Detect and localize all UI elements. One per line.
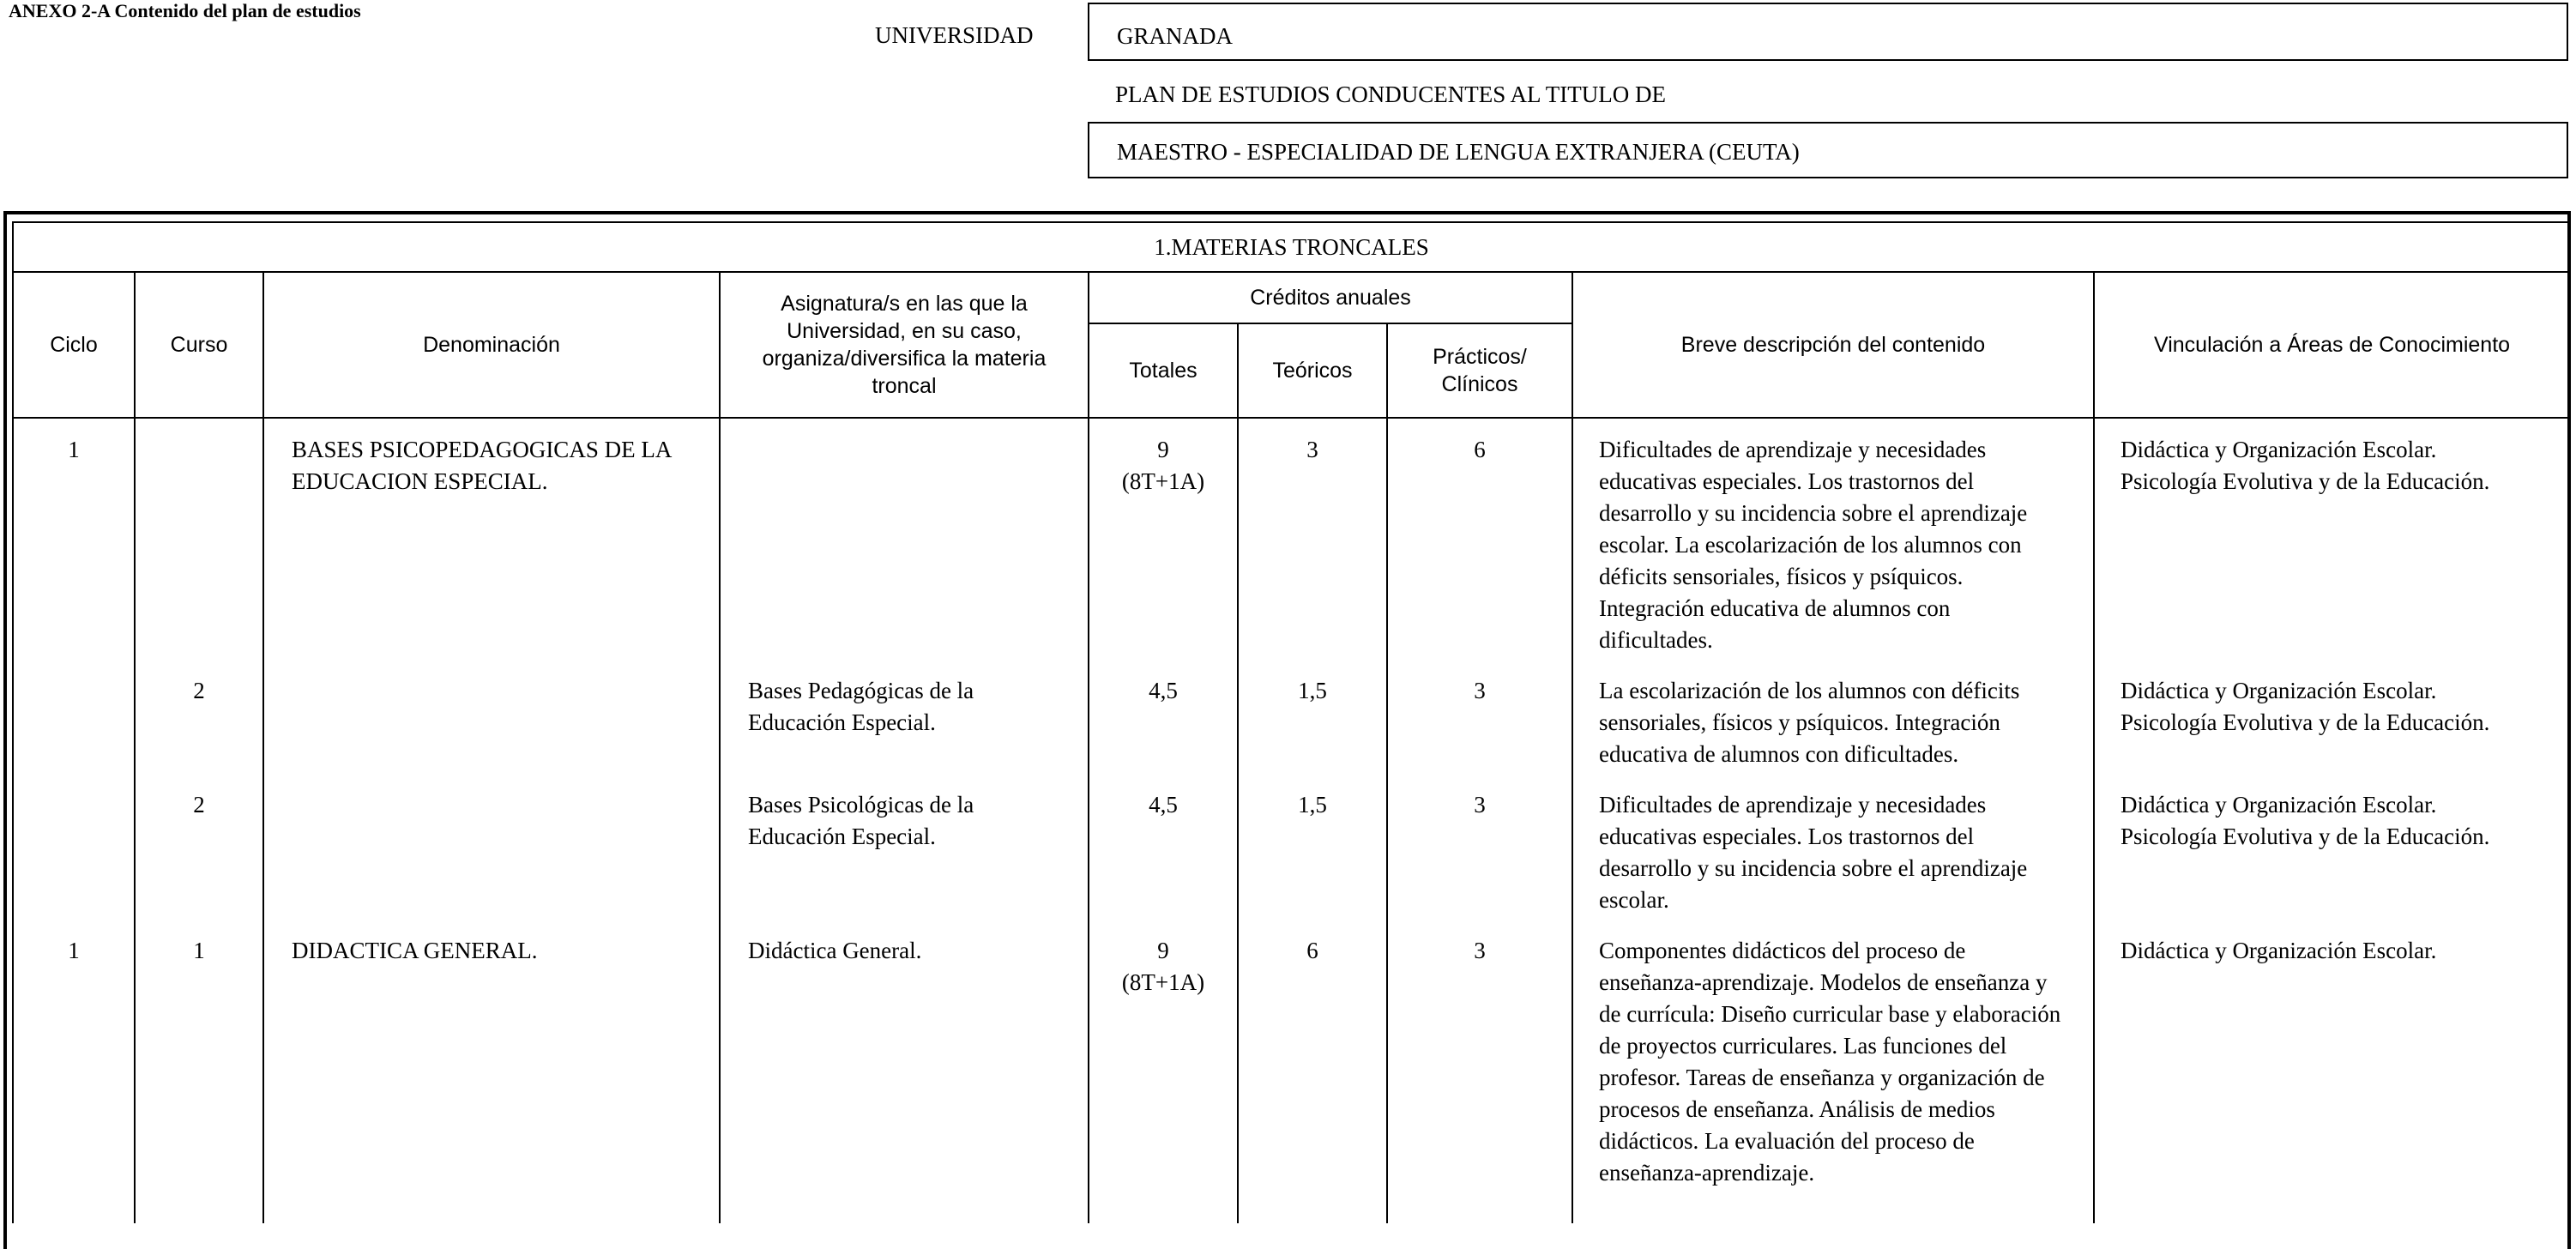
cell-asignatura: Bases Psicológicas de la Educación Especial. [720,774,1089,920]
cell-practicos: 3 [1387,660,1572,774]
header-creditos-anuales: Créditos anuales [1089,272,1572,323]
header-totales: Totales [1089,323,1238,418]
header-ciclo: Ciclo [13,272,135,418]
cell-asignatura: Didáctica General. [720,920,1089,1223]
cell-ciclo: 1 [13,920,135,1223]
area-line-1: Didáctica y Organización Escolar. [2121,792,2437,818]
totales-note: (8T+1A) [1121,969,1205,995]
cell-ciclo: 1 [13,418,135,660]
cell-teoricos: 3 [1238,418,1387,660]
section-title: 1.MATERIAS TRONCALES [13,222,2570,272]
cell-totales [1089,660,1238,774]
table-row [13,774,2570,920]
cell-teoricos: 1,5 [1238,774,1387,920]
cell-teoricos: 1,5 [1238,660,1387,774]
cell-curso: 2 [135,660,263,774]
university-box [1088,3,2568,61]
cell-curso [135,418,263,660]
cell-descripcion: Dificultades de aprendizaje y necesidades educativas especiales. Los trastornos del desarrollo y su incidencia sobre el aprendizaje escolar. La escolarización de los alumnos con déficits sensoriales, físicos y psíquicos. Integración educativa de alumnos con dificultades. [1572,418,2094,660]
header-asignaturas: Asignatura/s en las que la Universidad, en su caso, organiza/diversifica la materia troncal [720,272,1089,418]
cell-asignatura [720,418,1089,660]
header-denominacion: Denominación [263,272,720,418]
cell-denominacion: DIDACTICA GENERAL. [263,920,720,1223]
header-descripcion: Breve descripción del contenido [1572,272,2094,418]
cell-descripcion: Dificultades de aprendizaje y necesidades educativas especiales. Los trastornos del desarrollo y su incidencia sobre el aprendizaje escolar. [1572,774,2094,920]
table-row [13,418,2570,660]
header-vinculacion: Vinculación a Áreas de Conocimiento [2094,272,2570,418]
cell-vinculacion [2094,920,2570,1223]
table-row [13,660,2570,774]
cell-teoricos: 6 [1238,920,1387,1223]
totales-value: 4,5 [1149,678,1178,703]
degree-box [1088,122,2568,178]
header-curso: Curso [135,272,263,418]
cell-asignatura: Bases Pedagógicas de la Educación Especial. [720,660,1089,774]
cell-denominacion [263,660,720,774]
materias-troncales-table [12,221,2571,1223]
area-line-1: Didáctica y Organización Escolar. [2121,678,2437,703]
university-value: GRANADA [1117,23,1233,49]
cell-totales [1089,774,1238,920]
area-line-2: Psicología Evolutiva y de la Educación. [2121,824,2490,849]
cell-practicos: 3 [1387,920,1572,1223]
totales-value: 9 [1157,938,1169,963]
cell-totales [1089,920,1238,1223]
cell-vinculacion [2094,660,2570,774]
university-label: UNIVERSIDAD [875,22,1034,48]
cell-ciclo [13,660,135,774]
totales-value: 9 [1157,437,1169,462]
header-teoricos: Teóricos [1238,323,1387,418]
materias-troncales-table-frame [3,211,2571,1249]
cell-ciclo [13,774,135,920]
cell-curso: 1 [135,920,263,1223]
cell-practicos: 3 [1387,774,1572,920]
cell-descripcion: Componentes didácticos del proceso de enseñanza-aprendizaje. Modelos de enseñanza y de currícula: Diseño curricular base y elaboración de proyectos curriculares. Las funciones del profesor. Tareas de enseñanza y organización de procesos de enseñanza. Análisis de medios didácticos. La evaluación del proceso de enseñanza-aprendizaje. [1572,920,2094,1223]
cell-descripcion: La escolarización de los alumnos con déficits sensoriales, físicos y psíquicos. Integración educativa de alumnos con dificultades. [1572,660,2094,774]
table-row [13,920,2570,1223]
cell-denominacion [263,774,720,920]
area-line-2: Psicología Evolutiva y de la Educación. [2121,468,2490,494]
area-line-1: Didáctica y Organización Escolar. [2121,938,2437,963]
cell-vinculacion [2094,418,2570,660]
cell-denominacion: BASES PSICOPEDAGOGICAS DE LA EDUCACION ESPECIAL. [263,418,720,660]
totales-note: (8T+1A) [1121,468,1205,494]
header-practicos: Prácticos/ Clínicos [1387,323,1572,418]
degree-value: MAESTRO - ESPECIALIDAD DE LENGUA EXTRANJERA (CEUTA) [1117,139,1800,165]
totales-value: 4,5 [1149,792,1178,818]
annex-title: ANEXO 2-A Contenido del plan de estudios [9,0,361,21]
cell-curso: 2 [135,774,263,920]
cell-practicos: 6 [1387,418,1572,660]
cell-vinculacion [2094,774,2570,920]
cell-totales [1089,418,1238,660]
area-line-2: Psicología Evolutiva y de la Educación. [2121,709,2490,735]
plan-label: PLAN DE ESTUDIOS CONDUCENTES AL TITULO DE [1115,81,1666,107]
area-line-1: Didáctica y Organización Escolar. [2121,437,2437,462]
